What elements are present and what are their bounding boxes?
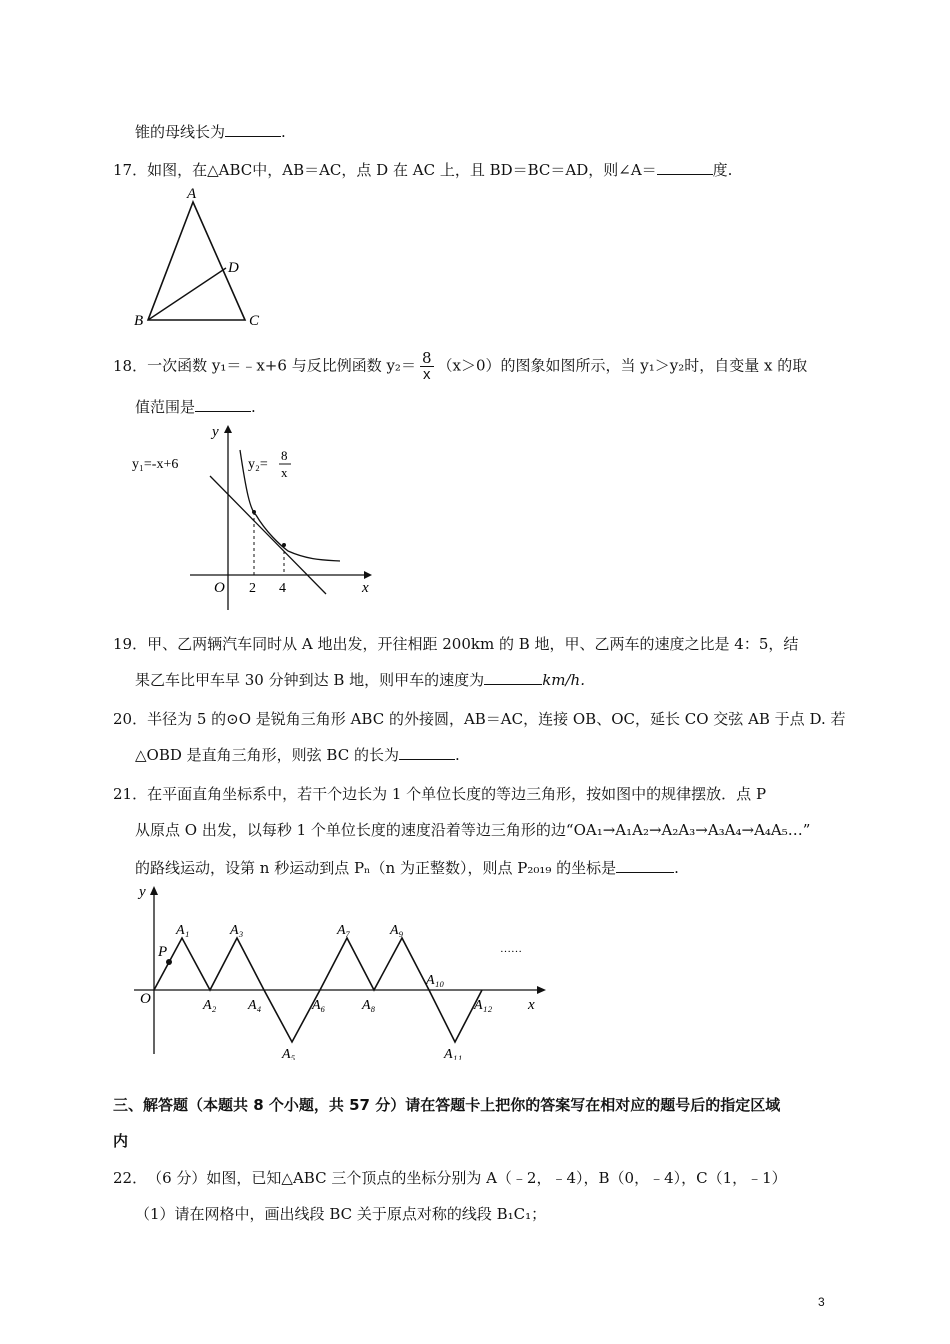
label-a8: A₈ — [362, 998, 376, 1013]
label-a7: A₇ — [337, 923, 351, 938]
x-axis-arrow — [537, 986, 546, 994]
q16-answer-blank — [225, 122, 281, 137]
section3-heading-line2: 内 — [113, 1132, 129, 1150]
tick-label-2: 2 — [249, 581, 256, 596]
label-a12: A₁₂ — [474, 998, 493, 1013]
q19-line1: 19．甲、乙两辆汽车同时从 A 地出发，开往相距 200km 的 B 地，甲、乙两车的速度之比是 4：5，结 — [113, 635, 799, 653]
q21-triangles-figure — [130, 882, 550, 1060]
label-y2-num: 8 — [281, 448, 288, 463]
label-a3: A₃ — [230, 923, 244, 938]
label-b: B — [134, 313, 144, 329]
q21-line2: 从原点 O 出发，以每秒 1 个单位长度的速度沿着等边三角形的边“OA₁→A₁A₂→A₂A₃→A₃A₄→A₄A₅…” — [135, 821, 811, 839]
label-y2: y₂= — [248, 457, 268, 472]
intersection-point-2 — [252, 510, 256, 514]
continuation-dots: …… — [500, 943, 522, 955]
y-axis-arrow — [224, 425, 232, 433]
q21-line3: 的路线运动，设第 n 秒运动到点 Pₙ（n 为正整数），则点 P₂₀₁₉ 的坐标是 . — [135, 859, 679, 877]
axis-label-y: y — [212, 424, 219, 440]
label-a11: A₁₁ — [444, 1047, 463, 1060]
page-number: 3 — [818, 1295, 825, 1309]
origin-label: O — [140, 991, 151, 1007]
segment-bd — [148, 268, 226, 320]
label-a1: A₁ — [176, 923, 190, 938]
label-a6: A₆ — [312, 998, 326, 1013]
section3-heading-line1: 三、解答题（本题共 8 个小题，共 57 分）请在答题卡上把你的答案写在相对应的题号后的指定区域 — [113, 1096, 781, 1114]
q16-text: 锥的母线长为 — [135, 123, 226, 141]
q22-sub1: （1）请在网格中，画出线段 BC 关于原点对称的线段 B₁C₁； — [135, 1205, 547, 1223]
q17-number: 17． — [113, 161, 148, 179]
q21-line1: 21．在平面直角坐标系中，若干个边长为 1 个单位长度的等边三角形，按如图中的规律摆放．点 P — [113, 785, 767, 803]
axis-label-y: y — [139, 884, 146, 900]
q18-graph-figure — [128, 420, 380, 615]
q20-answer-blank — [399, 745, 455, 760]
q18-text: 18．一次函数 y₁＝﹣x+6 与反比例函数 y₂＝ $\frac{8}{x}$ （x＞0）的图象如图所示，当 y₁＞y₂时，自变量 x 的取 — [113, 349, 808, 383]
label-a10: A₁₀ — [426, 973, 445, 988]
q18-number: 18． — [113, 356, 148, 375]
intersection-point-4 — [282, 543, 286, 547]
q19-number: 19． — [113, 635, 148, 653]
q21-answer-blank — [616, 858, 674, 873]
x-axis-arrow — [364, 571, 372, 579]
label-a2: A₂ — [203, 998, 217, 1013]
q18-fraction: $\frac{8}{x}$ — [421, 349, 432, 383]
label-a9: A₉ — [390, 923, 404, 938]
q19-answer-blank — [484, 670, 542, 685]
q20-line2: △OBD 是直角三角形，则弦 BC 的长为 . — [135, 746, 460, 764]
q16-tail: 锥的母线长为 . — [135, 123, 286, 141]
label-p: P — [158, 944, 168, 960]
y-axis-arrow — [150, 886, 158, 895]
axis-label-x: x — [362, 580, 369, 596]
q17-text: 17．如图，在△ABC中，AB＝AC，点 D 在 AC 上，且 BD＝BC＝AD，则∠A＝ 度. — [113, 161, 733, 179]
q22-line1: 22．（6 分）如图，已知△ABC 三个顶点的坐标分别为 A（﹣2，﹣4），B（0，﹣4），C（1，﹣1） — [113, 1169, 787, 1187]
label-y1: y₁=-x+6 — [132, 457, 179, 472]
label-d: D — [228, 260, 239, 276]
q17-triangle-figure — [128, 182, 268, 332]
axis-label-x: x — [528, 997, 535, 1013]
label-y2-den: x — [281, 465, 288, 480]
q18-line2: 值范围是 . — [135, 398, 256, 416]
label-a5: A₅ — [282, 1047, 296, 1060]
label-c: C — [249, 313, 260, 329]
label-a4: A₄ — [248, 998, 262, 1013]
q20-line1: 20．半径为 5 的⊙O 是锐角三角形 ABC 的外接圆，AB＝AC，连接 OB、OC，延长 CO 交弦 AB 于点 D. 若 — [113, 710, 846, 728]
q22-number: 22． — [113, 1169, 148, 1187]
q21-number: 21． — [113, 785, 148, 803]
label-a: A — [187, 186, 197, 202]
q19-line2: 果乙车比甲车早 30 分钟到达 B 地，则甲车的速度为 km/h. — [135, 671, 585, 689]
q20-number: 20． — [113, 710, 148, 728]
q18-answer-blank — [195, 397, 251, 412]
tick-label-4: 4 — [279, 581, 286, 596]
origin-label: O — [214, 580, 225, 596]
q17-answer-blank — [657, 160, 713, 175]
